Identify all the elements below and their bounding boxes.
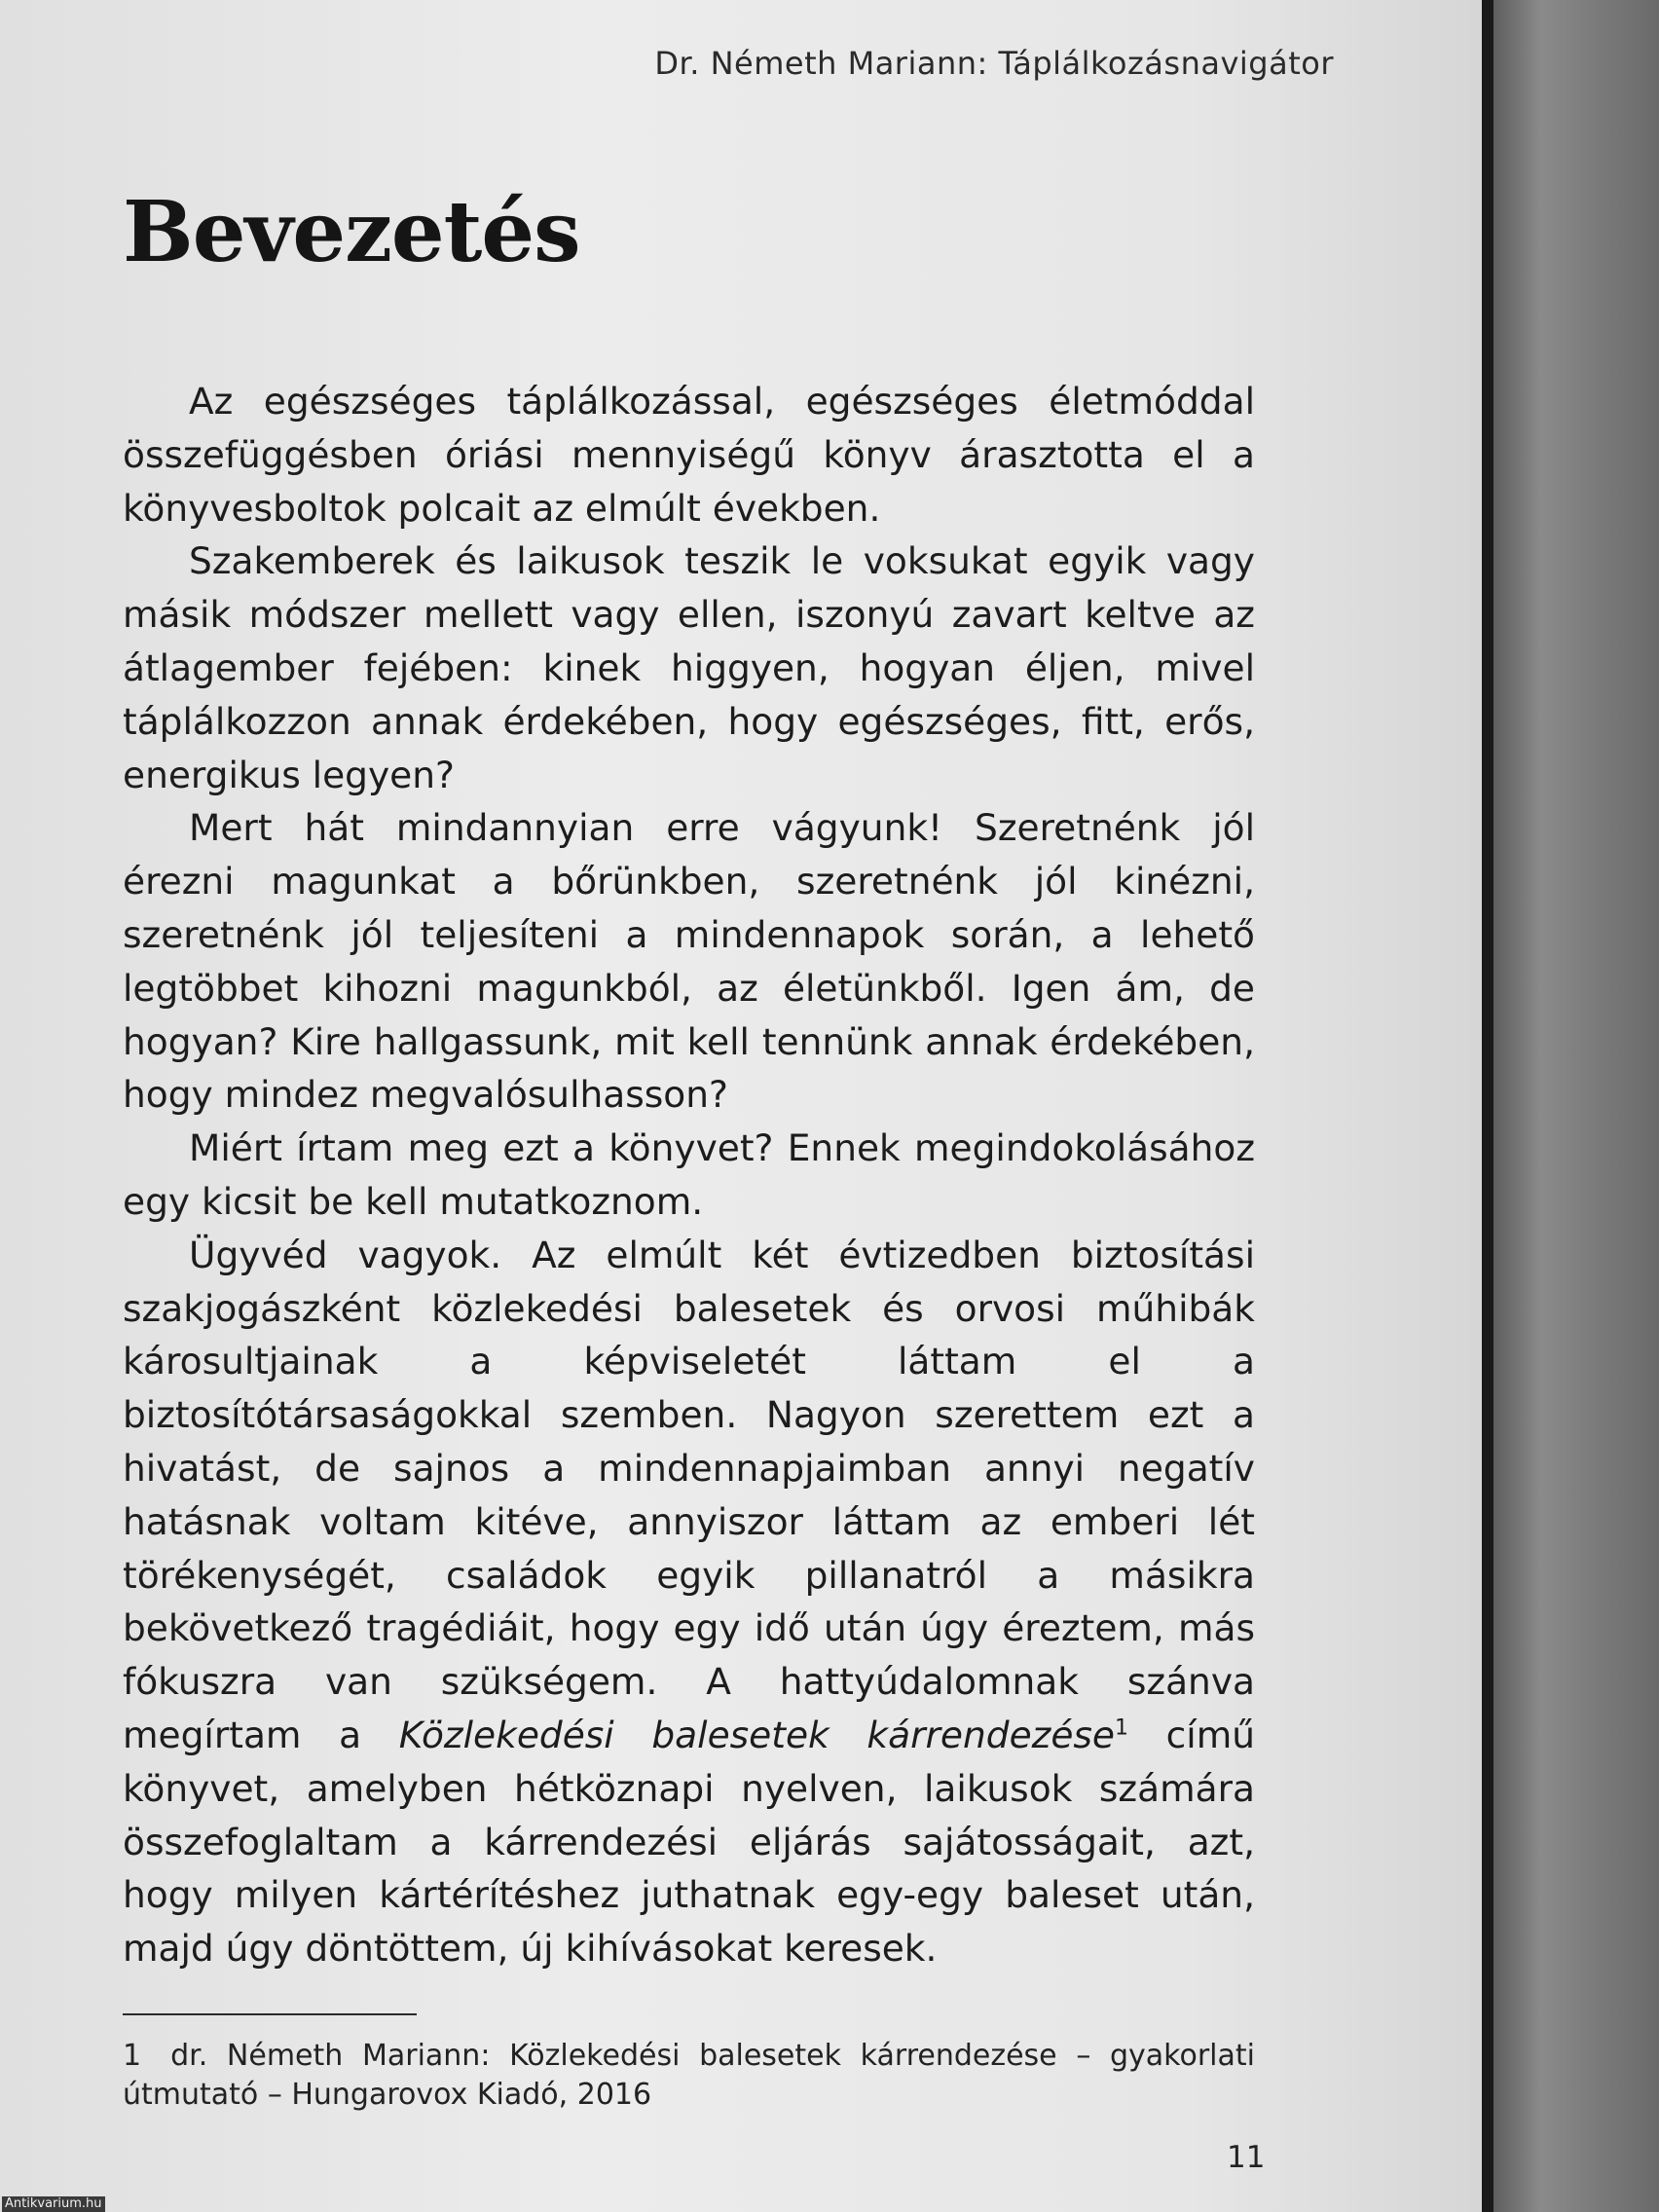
footnote-number: 1 bbox=[123, 2039, 142, 2073]
paragraph-5-text-before: Ügyvéd vagyok. Az elmúlt két évtizedben biztosítási szakjogászként közlekedési balesetek és orvosi műhibák károsultjainak a képviseletét láttam el a biztosítótársaságokkal szemben. Nagyon szerettem ezt a hivatást, de sajnos a mindennapjaimban annyi negatív hatásnak voltam kitéve, annyiszor láttam az emberi lét törékenységét, családok egyik pillanatról a másikra bekövetkező tragédiáit, hogy egy idő után úgy éreztem, más fókuszra van szükségem. A hattyúdalomnak szánva megírtam a bbox=[123, 1233, 1255, 1756]
footnote-reference: 1 bbox=[1115, 1715, 1129, 1741]
footnote bbox=[123, 2037, 1255, 2115]
book-title-italic: Közlekedési balesetek kárrendezése bbox=[398, 1713, 1116, 1756]
paragraph-1: Az egészséges táplálkozással, egészséges életmóddal összefüggésben óriási mennyiségű könyv árasztotta el a könyvesboltok polcait az elmúlt években. bbox=[123, 380, 1255, 530]
paragraph-2: Szakemberek és laikusok teszik le voksukat egyik vagy másik módszer mellett vagy ellen, iszonyú zavart keltve az átlagember fejében: kinek higgyen, hogyan éljen, mivel táplálkozzon annak érdekében, hogy egészséges, fitt, erős, energikus legyen? bbox=[123, 539, 1255, 796]
running-header: Dr. Németh Mariann: Táplálkozásnavigátor bbox=[654, 45, 1334, 82]
page-edge-shadow bbox=[1480, 0, 1493, 2212]
paragraph-4: Miért írtam meg ezt a könyvet? Ennek megindokolásához egy kicsit be kell mutatkoznom. bbox=[123, 1126, 1255, 1223]
watermark: Antikvarium.hu bbox=[2, 2196, 105, 2212]
paragraph-3: Mert hát mindannyian erre vágyunk! Szeretnénk jól érezni magunkat a bőrünkben, szeretnénk jól kinézni, szeretnénk jól teljesíteni a mindennapok során, a lehető legtöbbet kihozni magunkból, az életünkből. Igen ám, de hogyan? Kire hallgassunk, mit kell tennünk annak érdekében, hogy mindez megvalósulhasson? bbox=[123, 806, 1255, 1117]
page-number: 11 bbox=[1227, 2140, 1266, 2175]
footnote-text: dr. Németh Mariann: Közlekedési balesetek kárrendezése – gyakorlati útmutató – Hungarovox Kiadó, 2016 bbox=[123, 2039, 1255, 2112]
background-surface bbox=[1490, 0, 1659, 2212]
footnote-divider bbox=[123, 2013, 417, 2015]
paragraph-5-text-after: című könyvet, amelyben hétköznapi nyelven, laikusok számára összefoglaltam a kárrendezési eljárás sajátosságait, azt, hogy milyen kártérítéshez juthatnak egy-egy baleset után, majd úgy döntöttem, új kihívásokat keresek. bbox=[123, 1713, 1255, 1971]
body-text bbox=[123, 375, 1255, 1975]
chapter-title: Bevezetés bbox=[123, 183, 580, 281]
paragraph-5 bbox=[123, 1229, 1255, 1975]
